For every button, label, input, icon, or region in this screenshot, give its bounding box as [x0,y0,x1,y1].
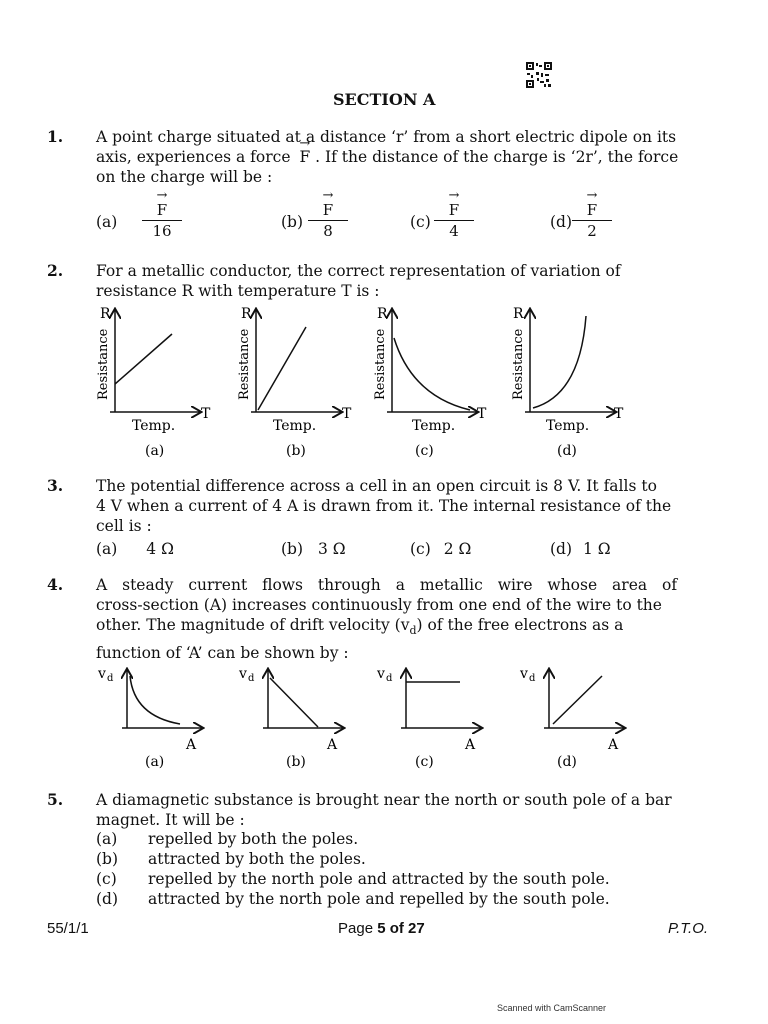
q4-b-x-letter: A [327,737,338,753]
question-4-line-3b: ) of the free electrons as a [416,616,624,634]
q4-option-a-label: (a) [145,754,165,770]
q4-c-y-sub: d [386,673,393,684]
q5-option-d-label: (d) [96,890,119,908]
q4-graph-a[interactable] [97,666,202,770]
q2-a-y-letter: R [100,306,111,322]
q3-option-d-label: (d) [550,540,573,558]
q4-a-x-letter: A [186,737,197,753]
q2-d-y-letter: R [513,306,524,322]
q2-graph-b[interactable] [237,306,352,459]
q2-option-c-label: (c) [415,443,434,459]
q5-option-c[interactable] [96,869,696,889]
q4-graph-b[interactable] [238,666,343,770]
q2-b-x-label: Temp. [273,418,317,434]
paper-code: 55/1/1 [47,920,89,937]
question-5-line-2: magnet. It will be : [96,811,245,829]
q2-option-b-label: (b) [286,443,306,459]
scanner-watermark: Scanned with CamScanner [497,1003,607,1013]
q2-b-y-letter: R [241,306,252,322]
question-number-3: 3. [47,476,64,495]
question-1-line-3: on the charge will be : [96,168,273,186]
q4-option-c-label: (c) [415,754,434,770]
section-title: SECTION A [333,90,436,109]
q3-option-a-label: (a) [96,540,118,558]
q4-d-y-sub: d [529,673,536,684]
force-vector: → F [299,147,310,167]
q1-option-b-denominator: 8 [323,222,333,240]
question-number-1: 1. [47,127,64,146]
page-number: 5 [377,920,386,937]
q2-option-a-label: (a) [145,443,165,459]
question-2-text [96,261,686,301]
q2-d-y-label: Resistance [511,328,526,400]
question-4-text [96,575,686,663]
question-3-line-3: cell is : [96,517,152,535]
q3-option-b-value: 3 Ω [317,540,346,558]
q4-option-b-label: (b) [286,754,306,770]
q4-graph-c[interactable] [376,666,481,770]
q1-option-c-numerator: → F [449,201,459,219]
q2-d-x-label: Temp. [546,418,590,434]
q5-option-c-label: (c) [96,870,117,888]
q5-option-d-text: attracted by the north pole and repelled by the south pole. [148,890,610,908]
q1-option-a-fraction [142,201,182,240]
question-number-5: 5. [47,790,64,809]
q2-graph-d[interactable] [511,306,624,459]
question-4-line-2: cross-section (A) increases continuously from one end of the wire to the [96,596,662,614]
q2-c-y-label: Resistance [373,328,388,400]
q3-option-c-value: 2 Ω [443,540,472,558]
q3-option-b-label: (b) [281,540,304,558]
q2-a-y-label: Resistance [96,328,111,400]
question-number-4: 4. [47,575,64,594]
q2-option-d-label: (d) [557,443,577,459]
q5-option-b-label: (b) [96,850,119,868]
question-4-line-3 [96,615,686,641]
q5-option-a-label: (a) [96,830,118,848]
q3-option-a-value: 4 Ω [146,540,174,558]
q2-c-x-letter: T [477,406,487,422]
question-1-text [96,127,686,187]
q4-d-y-letter: v [520,666,528,682]
question-1-line-2a: axis, experiences a force [96,148,291,166]
question-5-text [96,790,696,830]
q3-option-b[interactable] [281,540,346,558]
qr-code [526,62,552,88]
q5-option-b[interactable] [96,849,696,869]
q3-option-a[interactable] [96,540,174,558]
q1-option-b-fraction [308,201,348,240]
q1-option-a-numerator: → F [157,201,167,219]
q4-graphs [90,660,650,775]
q5-option-d[interactable] [96,889,696,909]
q1-option-a-label[interactable]: (a) [96,213,118,231]
question-1-line-2 [96,147,686,167]
question-number-2: 2. [47,261,64,280]
q5-option-b-text: attracted by both the poles. [148,850,366,868]
question-4-line-4: function of ‘A’ can be shown by : [96,644,349,663]
question-3-line-1: The potential difference across a cell in an open circuit is 8 V. It falls to [96,477,657,495]
q4-c-y-letter: v [377,666,385,682]
q1-option-d-fraction [572,201,612,240]
q1-option-c-fraction [434,201,474,240]
question-5-line-1: A diamagnetic substance is brought near the north or south pole of a bar [96,791,672,809]
q3-option-c[interactable] [410,540,471,558]
question-1-line-1: A point charge situated at a distance ‘r’ from a short electric dipole on its [96,128,677,146]
q1-option-c-label[interactable]: (c) [410,213,431,231]
question-4-line-1: A steady current flows through a metallic wire whose area of [96,576,678,594]
page-prefix: Page [338,920,378,937]
q1-option-c-denominator: 4 [449,222,459,240]
question-1-line-2b: . If the distance of the charge is ‘2r’, the force [315,148,679,166]
q4-option-d-label: (d) [557,754,577,770]
q5-option-a-text: repelled by both the poles. [148,830,359,848]
q5-options [96,829,696,909]
q1-option-d-denominator: 2 [587,222,597,240]
q5-option-a[interactable] [96,829,696,849]
q5-option-c-text: repelled by the north pole and attracted by the south pole. [148,870,610,888]
q3-option-d[interactable] [550,540,611,558]
q2-c-y-letter: R [377,306,388,322]
q2-graphs [90,300,650,465]
q2-a-x-label: Temp. [132,418,176,434]
q4-graph-d[interactable] [519,666,624,770]
q1-option-d-label[interactable]: (d) [550,213,573,231]
q2-a-x-letter: T [201,406,211,422]
page-suffix: of 27 [385,920,425,937]
q2-d-x-letter: T [614,406,624,422]
q1-option-b-label[interactable]: (b) [281,213,304,231]
page-indicator [338,920,425,937]
q4-a-y-sub: d [107,673,114,684]
q2-b-y-label: Resistance [237,328,252,400]
question-2-line-1: For a metallic conductor, the correct representation of variation of [96,262,621,280]
question-4-line-3a: other. The magnitude of drift velocity (v [96,616,410,634]
q2-c-x-label: Temp. [412,418,456,434]
question-2-line-2: resistance R with temperature T is : [96,282,380,300]
question-3-line-2: 4 V when a current of 4 A is drawn from it. The internal resistance of the [96,497,672,515]
q1-option-a-denominator: 16 [152,222,172,240]
q4-b-y-letter: v [239,666,247,682]
q2-b-x-letter: T [342,406,352,422]
question-4-line-3-sub: d [409,624,417,638]
q4-a-y-letter: v [98,666,106,682]
question-3-text [96,476,686,536]
q4-c-x-letter: A [465,737,476,753]
pto-label: P.T.O. [668,920,709,937]
q1-option-d-numerator: → F [587,201,597,219]
q1-option-b-numerator: → F [323,201,333,219]
q3-option-c-label: (c) [410,540,431,558]
q4-b-y-sub: d [248,673,255,684]
q4-d-x-letter: A [608,737,619,753]
q2-graph-c[interactable] [373,306,487,459]
q3-option-d-value: 1 Ω [582,540,611,558]
q2-graph-a[interactable] [96,306,211,459]
